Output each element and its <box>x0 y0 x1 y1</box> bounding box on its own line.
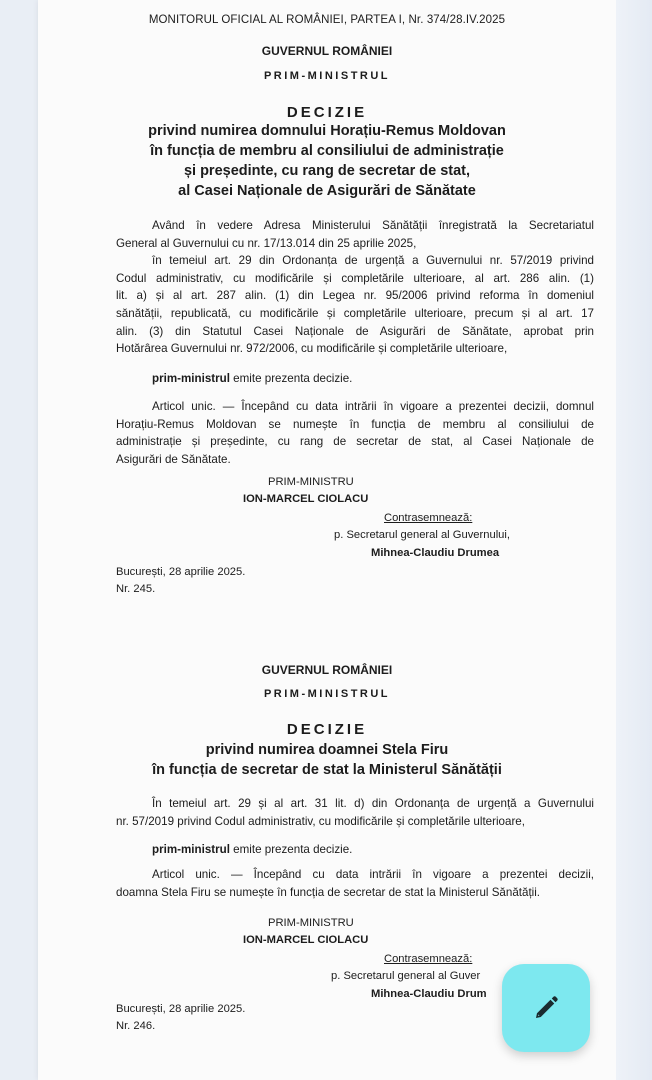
text-line: Codul administrativ, cu modificările și completările ulterioare, al art. 286 alin. (1) <box>116 271 594 285</box>
text-line: Hotărârea Guvernului nr. 972/2006, cu modificările și completările ulterioare, <box>116 342 508 356</box>
decision-number: Nr. 245. <box>116 583 156 595</box>
government-heading: GUVERNUL ROMÂNIEI <box>261 44 393 58</box>
decision-title <box>38 740 616 780</box>
text-line: General al Guvernului cu nr. 17/13.014 din 25 aprilie 2025, <box>116 236 417 250</box>
title-line: al Casei Naționale de Asigurări de Sănătate <box>178 183 476 199</box>
gazette-header: MONITORUL OFICIAL AL ROMÂNIEI, PARTEA I, Nr. 374/28.IV.2025 <box>148 14 506 26</box>
title-line: privind numirea domnului Horațiu-Remus Moldovan <box>148 123 506 139</box>
background-margin <box>616 0 652 1080</box>
pencil-icon <box>531 993 561 1023</box>
countersign-role: p. Secretarul general al Guvernului, <box>334 529 510 541</box>
signer-name: ION-MARCEL CIOLACU <box>243 493 369 505</box>
place-date: București, 28 aprilie 2025. <box>116 566 246 578</box>
title-line: în funcția de secretar de stat la Ministerul Sănătății <box>152 762 502 778</box>
signer-name: ION-MARCEL CIOLACU <box>243 934 369 946</box>
countersign-label: Contrasemnează: <box>384 953 473 965</box>
countersign-role: p. Secretarul general al Guver <box>331 970 481 982</box>
decision-label: DECIZIE <box>286 104 368 121</box>
text-line: lit. a) și al art. 287 alin. (1) din Legea nr. 95/2006 privind reforma în domeniul <box>116 289 594 303</box>
text-line: alin. (3) din Statutul Casei Naționale de Asigurări de Sănătate, aprobat prin <box>116 324 594 338</box>
edit-button[interactable] <box>502 964 590 1052</box>
preamble-paragraph <box>116 217 594 358</box>
document-page <box>38 0 616 1080</box>
emits-rest: emite prezenta decizie. <box>229 843 353 856</box>
signer-title: PRIM-MINISTRU <box>268 476 354 488</box>
issuer-heading: PRIM-MINISTRUL <box>263 70 391 82</box>
emits-bold: prim-ministrul <box>152 843 230 856</box>
text-line: Articol unic. — Începând cu data intrării în vigoare a prezentei decizii, domnul <box>152 400 594 413</box>
text-line: În temeiul art. 29 și al art. 31 lit. d) din Ordonanța de urgență a Guvernului <box>152 797 594 810</box>
title-line: în funcția de membru al consiliului de administrație <box>150 143 504 159</box>
emits-paragraph <box>116 370 594 388</box>
article-paragraph <box>116 398 594 468</box>
text-line: administrație și președinte, cu rang de secretar de stat, al Casei Naționale de <box>116 435 594 449</box>
emits-bold: prim-ministrul <box>152 372 230 385</box>
text-line: Articol unic. — Începând cu data intrării în vigoare a prezentei decizii, <box>152 868 594 881</box>
text-line: Horațiu-Remus Moldovan se numește în funcția de membru al consiliului de <box>116 417 594 431</box>
text-line: Având în vedere Adresa Ministerului Sănătății înregistrată la Secretariatul <box>152 219 594 232</box>
decision-title <box>38 121 616 201</box>
government-heading: GUVERNUL ROMÂNIEI <box>261 663 393 677</box>
countersign-label: Contrasemnează: <box>384 512 473 524</box>
emits-paragraph <box>116 841 594 859</box>
text-line: sănătății, republicată, cu modificările și completările ulterioare, precum și al art. 17 <box>116 306 594 320</box>
text-line: în temeiul art. 29 din Ordonanța de urgență a Guvernului nr. 57/2019 privind <box>152 254 594 268</box>
title-line: și președinte, cu rang de secretar de stat, <box>183 163 471 179</box>
place-date: București, 28 aprilie 2025. <box>116 1003 246 1015</box>
text-line: nr. 57/2019 privind Codul administrativ, cu modificările și completările ulterioare, <box>116 814 525 828</box>
issuer-heading: PRIM-MINISTRUL <box>263 688 391 700</box>
emits-rest: emite prezenta decizie. <box>229 372 353 385</box>
text-line: doamna Stela Firu se numește în funcția de secretar de stat la Ministerul Sănătății. <box>116 885 541 899</box>
text-line: Asigurări de Sănătate. <box>116 452 231 466</box>
countersign-name: Mihnea-Claudiu Drum <box>371 988 487 1000</box>
decision-label: DECIZIE <box>286 721 368 738</box>
signer-title: PRIM-MINISTRU <box>268 917 354 929</box>
preamble-paragraph <box>116 795 594 830</box>
decision-number: Nr. 246. <box>116 1020 156 1032</box>
title-line: privind numirea doamnei Stela Firu <box>205 742 449 758</box>
countersign-name: Mihnea-Claudiu Drumea <box>371 547 500 559</box>
article-paragraph <box>116 866 594 901</box>
